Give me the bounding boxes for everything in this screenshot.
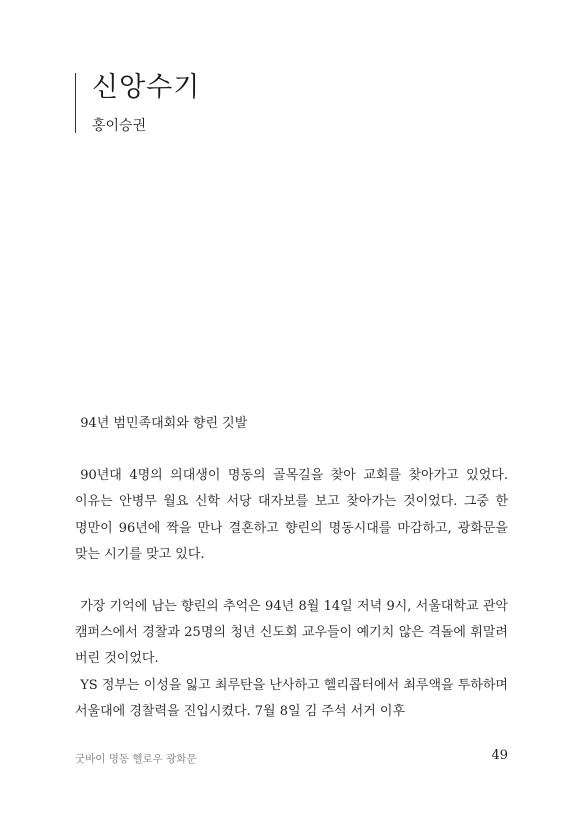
chapter-title-block (75, 73, 200, 133)
paragraph-gap (75, 437, 508, 463)
paragraph-gap (75, 568, 508, 594)
paragraph-3: YS 정부는 이성을 잃고 최루탄을 난사하고 헬리콥터에서 최루액을 투하하며 서울대에 경찰력을 진입시켰다. 7월 8일 김 주석 서거 이후 (75, 677, 508, 719)
chapter-title: 신앙수기 (92, 72, 201, 103)
running-title: 굿바이 명동 헬로우 광화문 (75, 753, 197, 765)
paragraph-1: 90년대 4명의 의대생이 명동의 골목길을 찾아 교회를 찾아가고 있었다. 이유는 안병무 월요 신학 서당 대자보를 보고 찾아가는 것이었다. 그중 한 명만이 96년에 짝을 만나 결혼하고 향린의 명동시대를 마감하고, 광화문을 맞는 시기를 맞고 있다. (75, 468, 508, 562)
page-number: 49 (491, 748, 508, 763)
paragraph-2: 가장 기억에 남는 향린의 추억은 94년 8월 14일 저녁 9시, 서울대학교 관악 캠퍼스에서 경찰과 25명의 청년 신도회 교우들이 예기치 않은 격돌에 휘말려 버린 것이었다. (75, 599, 508, 667)
body-text (75, 411, 508, 725)
author-name: 홍이승권 (92, 118, 147, 134)
section-heading: 94년 범민족대회와 향린 깃발 (80, 416, 248, 431)
